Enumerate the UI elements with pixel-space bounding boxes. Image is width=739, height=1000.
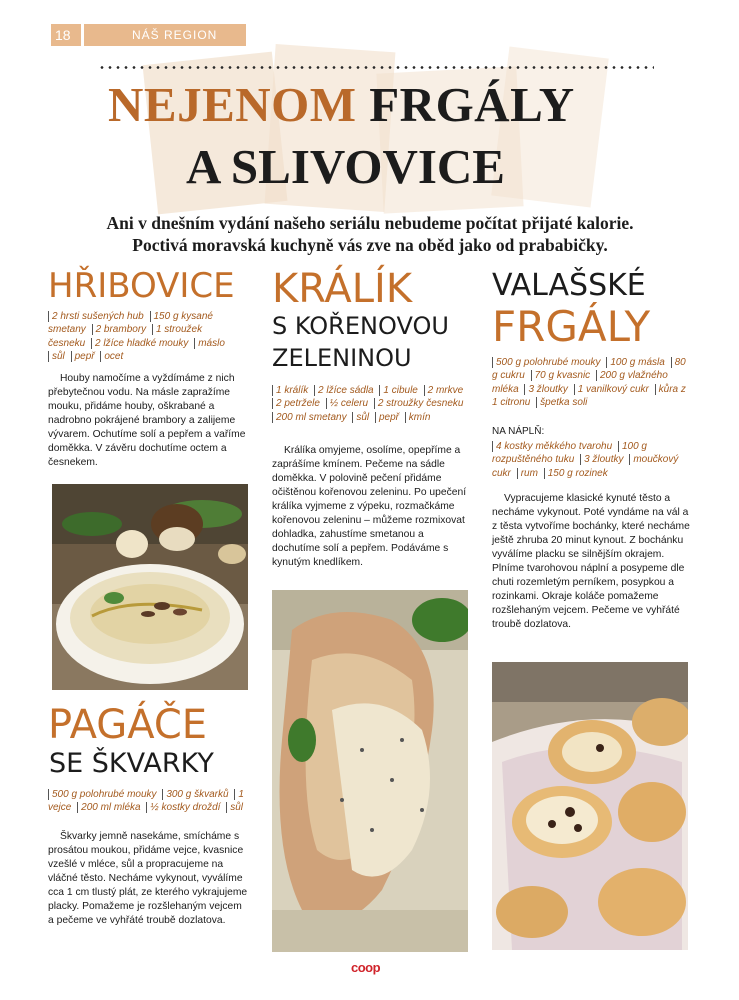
pagace-title: PAGÁČE: [48, 702, 208, 748]
filling-item: 100 g rozpuštěného tuku: [492, 441, 647, 466]
frgaly-title-line1: VALAŠSKÉ: [492, 268, 646, 303]
pagace-subtitle: SE ŠKVARKY: [49, 748, 214, 779]
hribovice-text: Houby namočíme a vyždímáme z nich přebytečnou vodu. Na másle zapražíme mouku, přidáme houby, oškrabané a nadrobno pokrájené brambory a zalijeme vývarem. Ochutíme solí a pepřem a vaříme doměkka. V závěru dochutíme octem a česnekem.: [48, 373, 246, 468]
rabbit-dish-image: [272, 590, 468, 952]
ingredient-item: 2 mrkve: [424, 385, 464, 396]
kralik-subtitle-line1: S KOŘENOVOU: [272, 312, 449, 340]
mushroom-soup-photo: [52, 484, 248, 690]
filling-item: 3 žloutky: [580, 454, 623, 465]
ingredient-item: 1 cibule: [379, 385, 417, 396]
hribovice-ingredients: [48, 310, 244, 364]
page-title-line2: A SLIVOVICE: [186, 139, 505, 194]
ingredient-item: 500 g polohrubé mouky: [48, 789, 157, 800]
ingredient-item: špetka soli: [536, 397, 587, 408]
frgaly-image: [492, 662, 688, 950]
filling-item: 150 g rozinek: [544, 468, 608, 479]
ingredient-item: sůl: [352, 412, 369, 423]
ingredient-item: ½ kostky droždí: [146, 802, 220, 813]
pagace-ingredients: [48, 788, 248, 815]
coop-logo: coop: [351, 960, 381, 975]
ingredient-item: kůra z 1 citronu: [492, 383, 686, 409]
ingredient-item: pepř: [71, 351, 95, 362]
filling-item: 4 kostky měkkého tvarohu: [492, 441, 612, 452]
ingredient-item: 2 hrsti sušených hub: [48, 311, 144, 322]
ingredient-item: 300 g škvarků: [162, 789, 228, 800]
ingredient-item: 3 žloutky: [524, 384, 567, 395]
ingredient-item: 2 stroužky česneku: [374, 398, 464, 409]
pagace-text: Škvarky jemně nasekáme, smícháme s prosátou moukou, přidáme vejce, kvasnice vzešlé v mléce, sůl a propracujeme na vláčné těsto. Necháme vykynout, vyválíme cca 1 cm tlustý plát, ze kterého vykrajujeme placky. Pomažeme je rozšlehaným vejcem a pečeme ve vyhřáté troubě dozlatova.: [48, 831, 248, 926]
filling-item: moučkový cukr: [492, 454, 679, 479]
kralik-subtitle-line2: ZELENINOU: [272, 344, 412, 372]
frgaly-text: Vypracujeme klasické kynuté těsto a necháme vykynout. Poté vyndáme na vál a z těsta vytvoříme bochánky, které necháme ještě zhruba 20 minut kynout. Z bochánku vyválíme placku se silnějším okrajem. Plníme tvarohovou náplní a posypeme dle chuti rozemletým perníkem, posypkou a rozinkami. Okraje koláče pomažeme rozšlehaným vejcem. Pečeme ve vyhřáté troubě dozlatova.: [492, 493, 690, 630]
ingredient-item: ½ celeru: [326, 398, 368, 409]
ingredient-item: 2 petržele: [272, 398, 320, 409]
dotted-divider: [98, 66, 654, 69]
kralik-ingredients: [272, 384, 468, 424]
ingredient-item: 2 lžíce hladké mouky: [91, 338, 188, 349]
ingredient-item: 200 ml smetany: [272, 412, 347, 423]
page-number: 18: [51, 24, 81, 46]
filling-item: rum: [517, 468, 538, 479]
ingredient-item: 1 králík: [272, 385, 308, 396]
page-title-line1: NEJENOM FRGÁLY: [108, 77, 575, 132]
ingredient-item: 100 g másla: [606, 357, 664, 368]
ingredient-item: 1 stroužek česneku: [48, 324, 203, 349]
frgaly-ingredients: [492, 356, 692, 410]
ingredient-item: 70 g kvasnic: [531, 370, 591, 381]
ingredient-item: 80 g cukru: [492, 357, 686, 382]
page-header: [51, 24, 246, 46]
ingredient-item: pepř: [375, 412, 399, 423]
ingredient-item: 150 g kysané smetany: [48, 311, 213, 336]
ingredient-item: 500 g polohrubé mouky: [492, 357, 601, 368]
kralik-title: KRÁLÍK: [272, 266, 413, 312]
mushroom-soup-image: [52, 484, 248, 690]
frgaly-filling-label: NA NÁPLŇ:: [492, 426, 545, 437]
ingredient-item: kmín: [405, 412, 431, 423]
ingredient-item: 2 lžíce sádla: [314, 385, 374, 396]
frgaly-filling: [492, 440, 692, 480]
frgaly-photo: [492, 662, 688, 950]
frgaly-title-line2: FRGÁLY: [492, 302, 651, 351]
ingredient-item: 200 ml mléka: [77, 802, 140, 813]
ingredient-item: sůl: [48, 351, 65, 362]
rabbit-dish-photo: [272, 590, 468, 952]
section-label: NÁŠ REGION: [84, 24, 246, 46]
ingredient-item: 1 vejce: [48, 789, 244, 814]
lead-paragraph: Ani v dnešním vydání našeho seriálu nebudeme počítat přijaté kalorie. Poctivá moravská kuchyně vás zve na oběd jako od prababičky.: [106, 213, 634, 255]
kralik-text: Králíka omyjeme, osolíme, opepříme a zaprášíme kmínem. Pečeme na sádle doměkka. V polovině pečení přidáme očištěnou kořenovou zeleninu. Po upečení králíka vyjmeme z výpeku, rozmačkáme kořenovou zeleninu – můžeme rozmixovat dohladka, zahustíme smetanou a dochutíme solí a pepřem. Podáváme s kynutým knedlíkem.: [272, 445, 467, 568]
ingredient-item: máslo: [194, 338, 225, 349]
ingredient-item: 1 vanilkový cukr: [574, 384, 649, 395]
ingredient-item: sůl: [226, 802, 243, 813]
hribovice-title: HŘIBOVICE: [48, 266, 235, 306]
ingredient-item: ocet: [100, 351, 123, 362]
ingredient-item: 200 g vlažného mléka: [492, 370, 668, 395]
ingredient-item: 2 brambory: [92, 324, 147, 335]
